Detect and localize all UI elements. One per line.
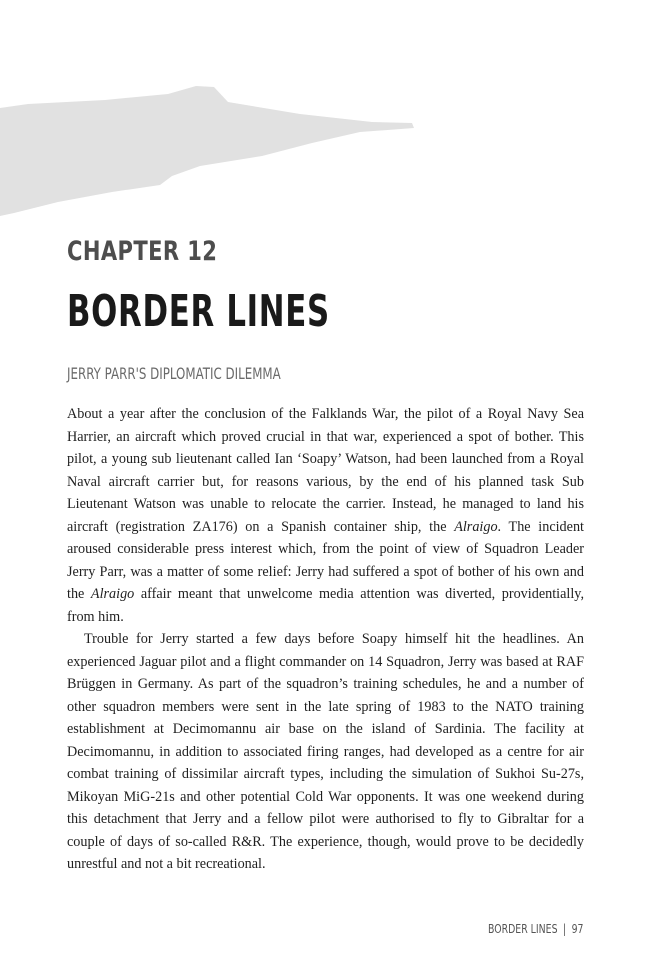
text-run: About a year after the conclusion of the Falklands War, the pilot of a Royal Navy Sea Harrier, an aircraft which proved crucial in that war, experienced a spot of bother. This pilot, a young sub lieutenant called Ian ‘Soapy’ Watson, had been launched from a Royal Naval aircraft carrier but, for reasons various, by the end of his planned task Sub Lieutenant Watson was unable to relocate the carrier. Instead, he managed to land his aircraft (registration ZA176) on a Spanish container ship, the bbox=[67, 406, 584, 535]
ship-name: Alraigo bbox=[454, 518, 498, 535]
text-run: affair meant that unwelcome media attention was diverted, providentially, from him. bbox=[67, 586, 584, 625]
paragraph bbox=[67, 403, 584, 628]
page-number: 97 bbox=[572, 922, 584, 936]
text-run: Trouble for Jerry started a few days before Soapy himself hit the headlines. An experienced Jaguar pilot and a flight commander on 14 Squadron, Jerry was based at RAF Brüggen in Germany. As part of the squadron’s training schedules, he and a number of other squadron members were sent in the late spring of 1983 to the NATO training establishment at Decimomannu air base on the island of Sardinia. The facility at Decimomannu, in addition to associated firing ranges, had developed as a centre for air combat training of dissimilar aircraft types, including the simulation of Sukhoi Su-27s, Mikoyan MiG-21s and other potential Cold War opponents. It was one weekend during this detachment that Jerry and a fellow pilot were authorised to fly to Gibraltar for a couple of days of so-called R&R. The experience, though, would prove to be decidedly unrestful and not a bit recreational. bbox=[67, 631, 584, 872]
running-title: BORDER LINES bbox=[488, 922, 559, 936]
ship-name: Alraigo bbox=[90, 586, 135, 602]
chapter-title: BORDER LINES bbox=[67, 286, 330, 337]
footer-separator: | bbox=[563, 922, 567, 936]
chapter-subtitle: JERRY PARR'S DIPLOMATIC DILEMMA bbox=[67, 364, 281, 383]
chapter-label: CHAPTER 12 bbox=[67, 236, 218, 267]
text-run: . The incident aroused considerable press interest which, from the point of view of Squadron Leader Jerry Parr, was a matter of some relief: Jerry had suffered a spot of bother of his own and the bbox=[67, 518, 584, 602]
page-footer bbox=[488, 922, 584, 936]
jet-silhouette-icon bbox=[0, 60, 430, 220]
paragraph bbox=[67, 628, 584, 876]
body-text bbox=[67, 403, 584, 876]
